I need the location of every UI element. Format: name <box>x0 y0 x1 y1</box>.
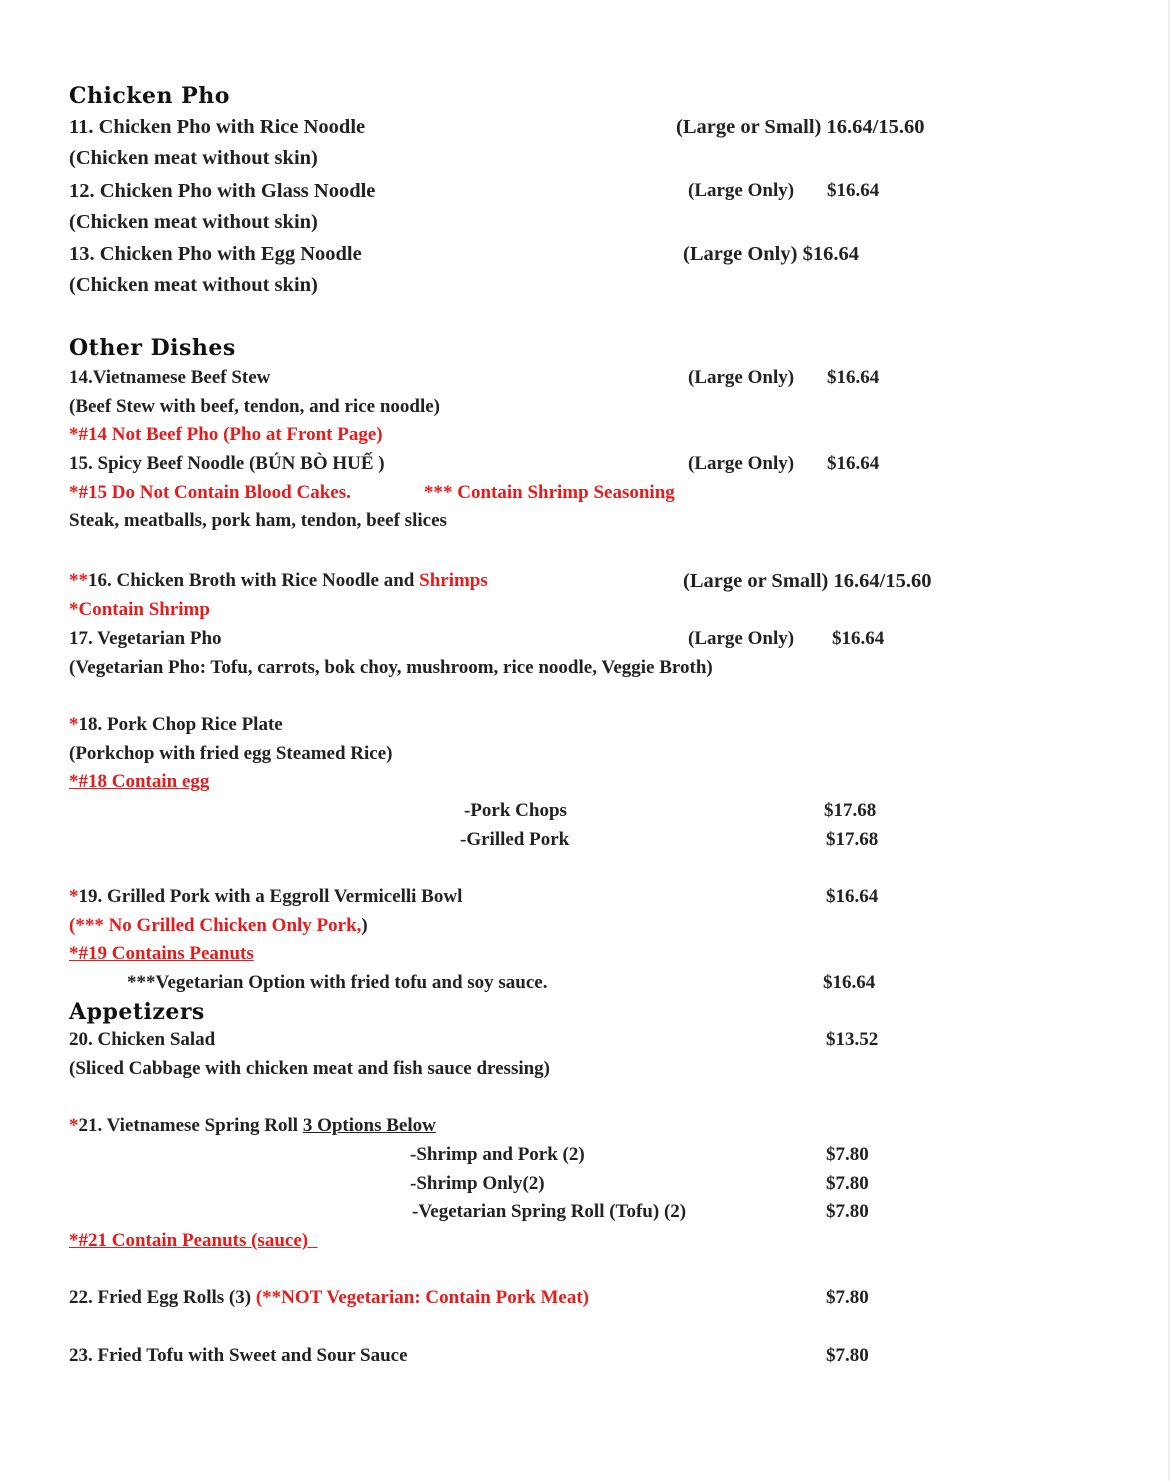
item-22-price: $7.80 <box>826 1287 869 1308</box>
item-22-note: (**NOT Vegetarian: Contain Pork Meat) <box>255 1287 590 1308</box>
item-11-name: 11. Chicken Pho with Rice Noodle <box>69 116 366 138</box>
item-21-option-label: -Shrimp Only(2) <box>410 1173 545 1194</box>
item-13-desc: (Chicken meat without skin) <box>69 274 318 296</box>
item-15-price: $16.64 <box>827 453 880 474</box>
item-19-name-text: 19. Grilled Pork with a Eggroll Vermicelli Bowl <box>78 886 463 907</box>
item-18-note: *#18 Contain egg <box>69 771 210 792</box>
item-16-star: ** <box>69 570 88 591</box>
item-19-price: $16.64 <box>826 886 879 907</box>
item-15-name: 15. Spicy Beef Noodle (BÚN BÒ HUẾ ) <box>69 453 385 474</box>
item-16-name-red: Shrimps <box>419 570 488 591</box>
item-19-note-peanuts: *#19 Contains Peanuts <box>69 943 254 964</box>
item-20-desc: (Sliced Cabbage with chicken meat and fish sauce dressing) <box>69 1058 551 1079</box>
item-17-name: 17. Vegetarian Pho <box>69 628 222 649</box>
item-12-size: (Large Only) <box>688 180 795 201</box>
item-14-desc: (Beef Stew with beef, tendon, and rice noodle) <box>69 396 440 417</box>
item-16-name <box>69 570 488 592</box>
section-heading-other-dishes: Other Dishes <box>69 335 236 361</box>
item-17-desc: (Vegetarian Pho: Tofu, carrots, bok choy, mushroom, rice noodle, Veggie Broth) <box>69 657 713 678</box>
item-19-veg-option: ***Vegetarian Option with fried tofu and soy sauce. <box>127 972 548 993</box>
item-21-option-price: $7.80 <box>826 1144 869 1165</box>
item-16-note: *Contain Shrimp <box>69 599 210 620</box>
item-14-size: (Large Only) <box>688 367 795 388</box>
item-12-price: $16.64 <box>827 180 880 201</box>
item-21-option-label: -Shrimp and Pork (2) <box>410 1144 585 1165</box>
item-11-price: (Large or Small) 16.64/15.60 <box>676 116 925 138</box>
item-19-note-end: ) <box>361 915 368 936</box>
item-17-size: (Large Only) <box>688 628 795 649</box>
item-20-name: 20. Chicken Salad <box>69 1029 216 1050</box>
item-21-star: * <box>69 1115 79 1136</box>
item-18-option-label: -Pork Chops <box>464 800 567 821</box>
item-21-options-link: 3 Options Below <box>302 1115 436 1136</box>
item-11-desc: (Chicken meat without skin) <box>69 147 318 169</box>
item-19-name <box>69 886 462 908</box>
item-16-price: (Large or Small) 16.64/15.60 <box>683 570 932 592</box>
item-21-name <box>69 1115 436 1137</box>
item-15-desc: Steak, meatballs, pork ham, tendon, beef slices <box>69 510 447 531</box>
item-19-note-text: (*** No Grilled Chicken Only Pork, <box>69 915 362 936</box>
item-19-veg-price: $16.64 <box>823 972 876 993</box>
item-18-name <box>69 714 283 736</box>
item-23-price: $7.80 <box>826 1345 869 1366</box>
item-13-price: (Large Only) $16.64 <box>683 243 859 265</box>
item-19-star: * <box>69 886 79 907</box>
item-20-price: $13.52 <box>826 1029 879 1050</box>
item-16-name-text: 16. Chicken Broth with Rice Noodle and <box>88 570 420 591</box>
item-21-option-label: -Vegetarian Spring Roll (Tofu) (2) <box>412 1201 687 1222</box>
item-18-name-text: 18. Pork Chop Rice Plate <box>78 714 283 735</box>
item-18-star: * <box>69 714 79 735</box>
item-12-desc: (Chicken meat without skin) <box>69 211 318 233</box>
item-21-option-price: $7.80 <box>826 1173 869 1194</box>
item-21-option-price: $7.80 <box>826 1201 869 1222</box>
item-19-note-chicken <box>69 915 368 937</box>
item-18-option-price: $17.68 <box>826 829 879 850</box>
item-14-price: $16.64 <box>827 367 880 388</box>
section-heading-chicken-pho: Chicken Pho <box>69 83 230 109</box>
item-17-price: $16.64 <box>832 628 885 649</box>
section-heading-appetizers: Appetizers <box>69 999 205 1025</box>
item-15-size: (Large Only) <box>688 453 795 474</box>
item-18-option-label: -Grilled Pork <box>460 829 570 850</box>
item-21-note: *#21 Contain Peanuts (sauce) <box>69 1230 318 1251</box>
item-13-name: 13. Chicken Pho with Egg Noodle <box>69 243 362 265</box>
item-18-desc: (Porkchop with fried egg Steamed Rice) <box>69 743 393 764</box>
item-14-note: *#14 Not Beef Pho (Pho at Front Page) <box>69 424 383 445</box>
item-22-name <box>69 1287 589 1309</box>
item-21-name-text: 21. Vietnamese Spring Roll <box>78 1115 303 1136</box>
item-18-option-price: $17.68 <box>824 800 877 821</box>
item-23-name: 23. Fried Tofu with Sweet and Sour Sauce <box>69 1345 408 1366</box>
item-12-name: 12. Chicken Pho with Glass Noodle <box>69 180 376 202</box>
item-14-name: 14.Vietnamese Beef Stew <box>69 367 271 388</box>
item-22-name-text: 22. Fried Egg Rolls (3) <box>69 1287 256 1308</box>
item-15-note-blood: *#15 Do Not Contain Blood Cakes. <box>69 482 351 503</box>
item-15-note-shrimp: *** Contain Shrimp Seasoning <box>424 482 675 503</box>
